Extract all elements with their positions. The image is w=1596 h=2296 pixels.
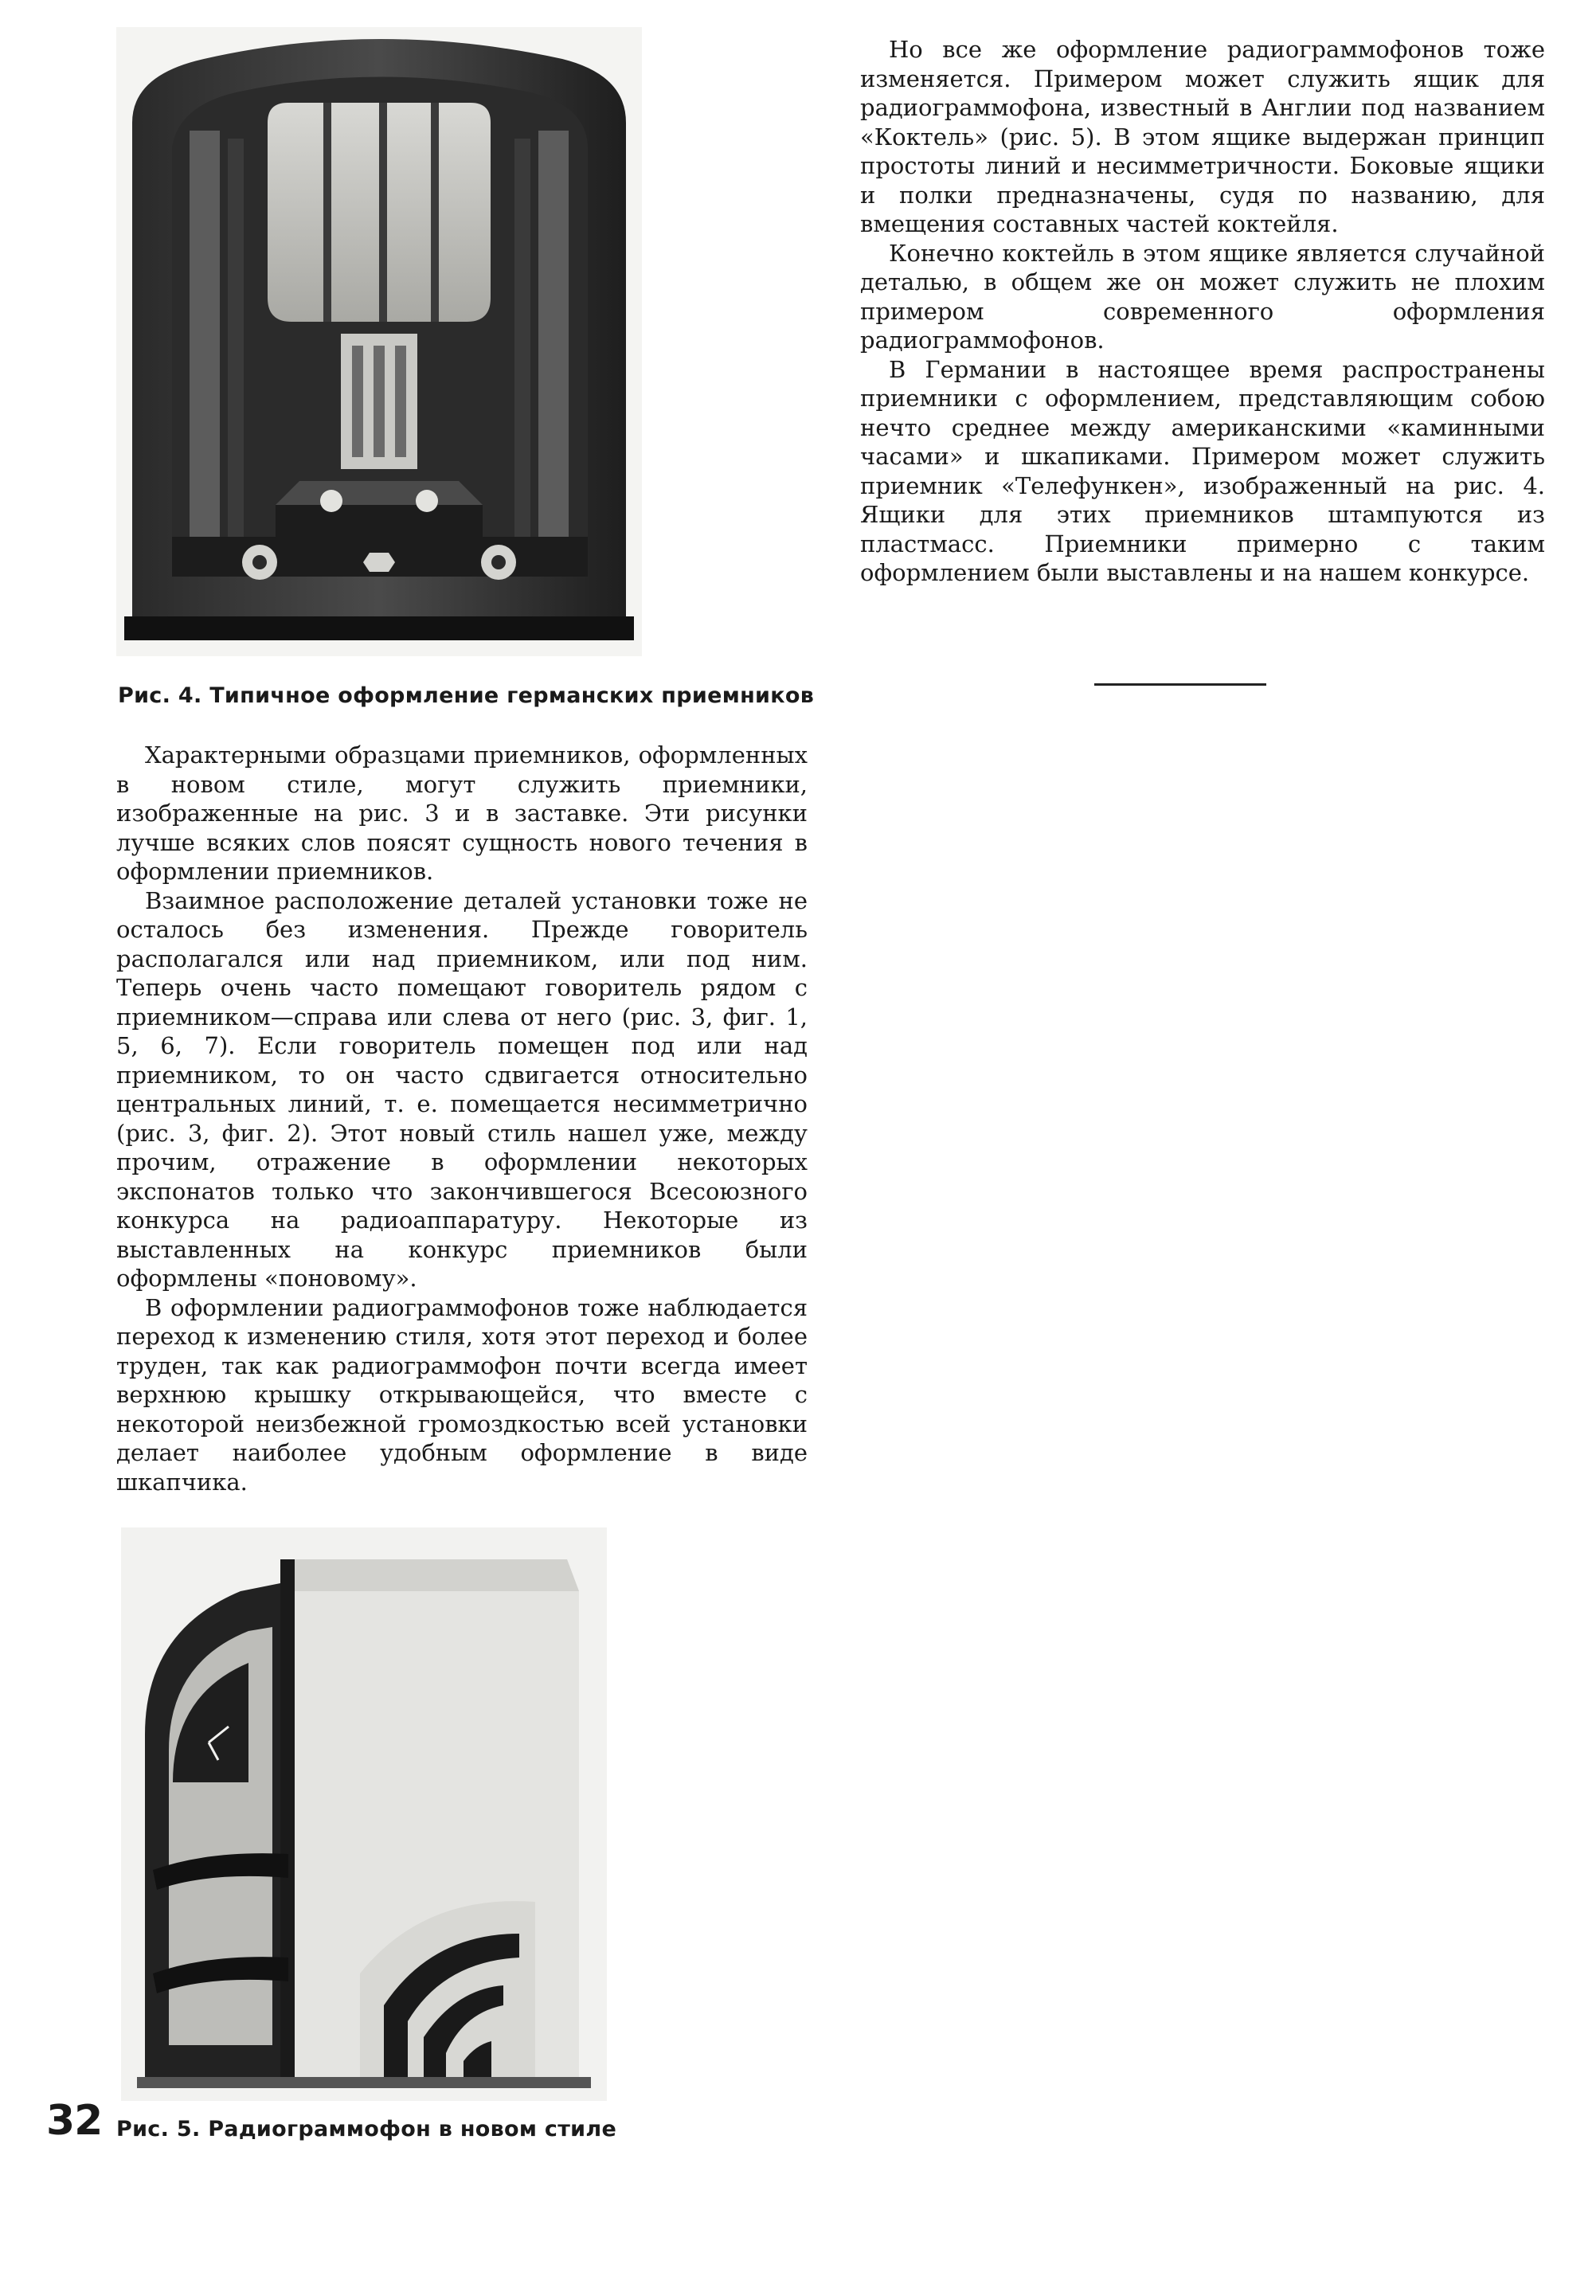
paragraph: Характерными образцами приемников, оформленных в новом стиле, могут служить приемники, изображенные на рис. 3 и в заставке. Эти рисунки лучше всяких слов поясят сущность нового течения в оформлении приемников.	[116, 741, 808, 885]
paragraph: В оформлении радиограммофонов тоже наблюдается переход к изменению стиля, хотя этот переход и более труден, так как радиограммофон почти всегда имеет верхнюю крышку открывающейся, что вместе с некоторой неизбежной громоздкостью всей установки делает наиболее удобным оформление в виде шкапчика.	[116, 1293, 808, 1496]
paragraph: В Германии в настоящее время распространены приемники с оформлением, представляющим собою нечто среднее между американскими «каминными часами» и шкапиками. Примером может служить приемник «Телефункен», изображенный на рис. 4. Ящики для этих приемников штампуются из пластмасс. Приемники примерно с таким оформлением были выставлены и на нашем конкурсе.	[860, 355, 1545, 586]
radiogram-cabinet-illustration	[121, 1527, 607, 2101]
figure-4-radio-photo	[116, 27, 642, 656]
column-end-rule	[1094, 683, 1266, 686]
figure-5-caption: Рис. 5. Радиограммофон в новом стиле	[116, 2117, 617, 2141]
radio-cabinet-illustration	[116, 27, 642, 656]
figure-4-caption: Рис. 4. Типичное оформление германских приемников	[118, 683, 815, 708]
paragraph: Взаимное расположение деталей установки тоже не осталось без изменения. Прежде говоритель располагался или над приемником, или под ним. Теперь очень часто помещают говоритель рядом с приемником—справа или слева от него (рис. 3, фиг. 1, 5, 6, 7). Если говоритель помещен под или над приемником, то он часто сдвигается относительно центральных линий, т. е. помещается несимметрично (рис. 3, фиг. 2). Этот новый стиль нашел уже, между прочим, отражение в оформлении некоторых экспонатов только что закончившегося Всесоюзного конкурса на радиоаппаратуру. Некоторые из выставленных на конкурс приемников были оформлены «поновому».	[116, 886, 808, 1292]
paragraph: Но все же оформление радиограммофонов тоже изменяется. Примером может служить ящик для радиограммофона, известный в Англии под названием «Коктель» (рис. 5). В этом ящике выдержан принцип простоты линий и несимметричности. Боковые ящики и полки предназначены, судя по названию, для вмещения составных частей коктейля.	[860, 36, 1545, 237]
left-text-column	[116, 741, 808, 1496]
page-number: 32	[46, 2097, 103, 2145]
figure-5-radiogram-photo	[121, 1527, 607, 2101]
right-text-column	[860, 35, 1545, 588]
paragraph: Конечно коктейль в этом ящике является случайной деталью, в общем же он может служить не плохим примером современного оформления радиограммофонов.	[860, 239, 1545, 354]
